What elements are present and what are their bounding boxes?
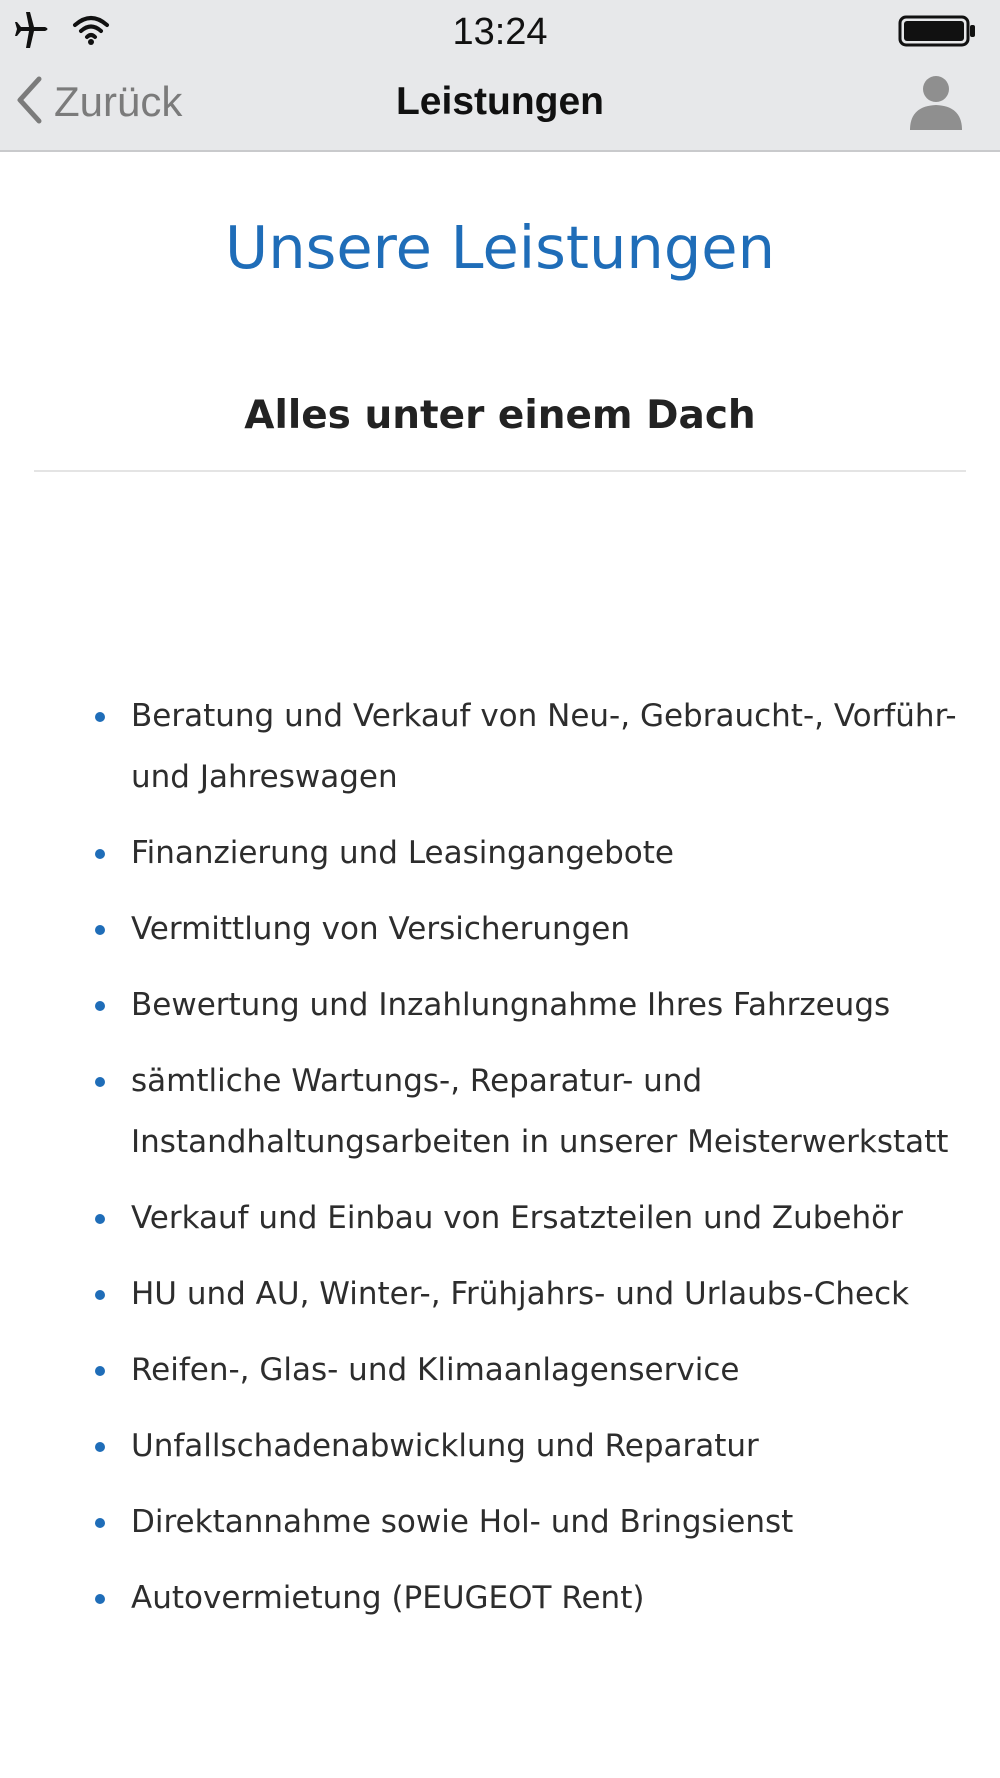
list-item xyxy=(0,1568,1000,1629)
bullet-icon xyxy=(95,1366,105,1376)
list-item-text: Autovermietung (PEUGEOT Rent) xyxy=(131,1580,645,1616)
bullet-icon xyxy=(95,849,105,859)
bullet-icon xyxy=(95,1518,105,1528)
chevron-left-icon xyxy=(14,75,44,129)
list-item-text: Finanzierung und Leasingangebote xyxy=(131,835,674,871)
status-time: 13:24 xyxy=(452,11,548,53)
battery-icon xyxy=(898,33,978,52)
bullet-icon xyxy=(95,712,105,722)
list-item xyxy=(0,1264,1000,1325)
bullet-icon xyxy=(95,1594,105,1604)
list-item-text: Vermittlung von Versicherungen xyxy=(131,911,631,947)
user-button[interactable] xyxy=(906,72,966,132)
list-item xyxy=(0,1492,1000,1553)
list-item xyxy=(0,1188,1000,1249)
content xyxy=(0,152,1000,1644)
list-item-text: sämtliche Wartungs-, Reparatur- und Instandhaltungsarbeiten in unserer Meisterwerkstatt xyxy=(131,1063,949,1160)
status-bar-right xyxy=(898,14,978,52)
list-item-text: Beratung und Verkauf von Neu-, Gebraucht-, Vorführ- und Jahreswagen xyxy=(131,698,957,795)
user-icon xyxy=(906,117,966,136)
nav-title: Leistungen xyxy=(395,80,604,123)
list-item xyxy=(0,1051,1000,1173)
services-list xyxy=(0,686,1000,1629)
list-item-text: Reifen-, Glas- und Klimaanlagenservice xyxy=(131,1352,740,1388)
list-item xyxy=(0,975,1000,1036)
list-item-text: Bewertung und Inzahlungnahme Ihres Fahrzeugs xyxy=(131,987,891,1023)
list-item-text: Verkauf und Einbau von Ersatzteilen und Zubehör xyxy=(131,1200,903,1236)
back-button[interactable] xyxy=(14,74,182,130)
back-button-label: Zurück xyxy=(54,78,183,125)
bullet-icon xyxy=(95,1214,105,1224)
list-item-text: HU und AU, Winter-, Frühjahrs- und Urlaubs-Check xyxy=(131,1276,910,1312)
list-item xyxy=(0,899,1000,960)
bullet-icon xyxy=(95,1077,105,1087)
list-item xyxy=(0,1340,1000,1401)
list-item xyxy=(0,823,1000,884)
list-item-text: Direktannahme sowie Hol- und Bringsienst xyxy=(131,1504,794,1540)
top-bar xyxy=(0,0,1000,152)
page-subheading: Alles unter einem Dach xyxy=(244,393,756,438)
list-item xyxy=(0,1416,1000,1477)
bullet-icon xyxy=(95,1290,105,1300)
divider xyxy=(34,470,966,472)
bullet-icon xyxy=(95,925,105,935)
bullet-icon xyxy=(95,1001,105,1011)
list-item xyxy=(0,686,1000,808)
page-heading: Unsere Leistungen xyxy=(225,213,775,282)
list-item-text: Unfallschadenabwicklung und Reparatur xyxy=(131,1428,759,1464)
bullet-icon xyxy=(95,1442,105,1452)
